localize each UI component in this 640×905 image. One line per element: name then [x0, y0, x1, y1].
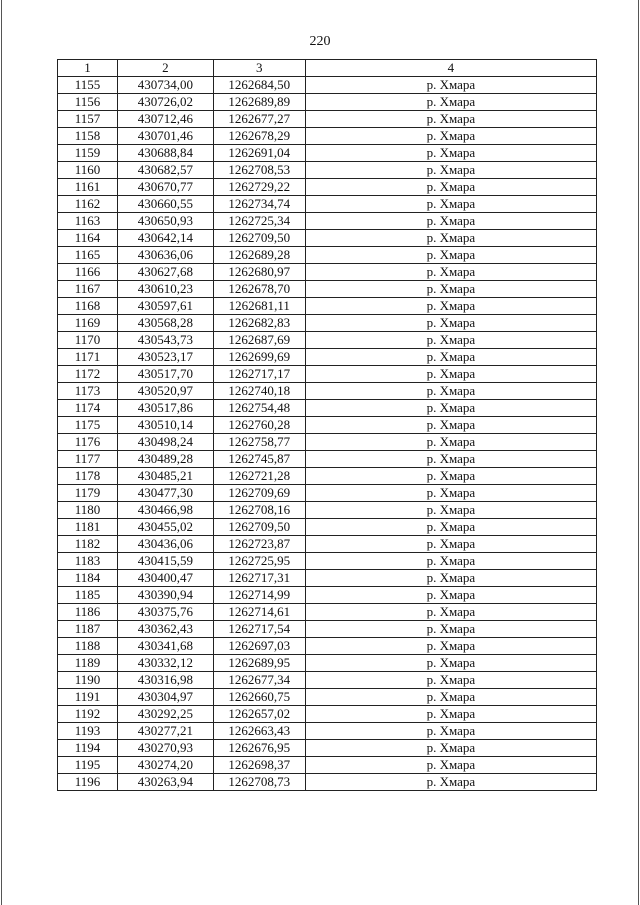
table-row: [58, 417, 597, 434]
cell-description: р. Хмара: [305, 417, 596, 434]
cell-description: р. Хмара: [305, 332, 596, 349]
cell-x-coordinate: 430650,93: [117, 213, 213, 230]
table-row: [58, 621, 597, 638]
table-row: [58, 247, 597, 264]
table-row: [58, 757, 597, 774]
cell-y-coordinate: 1262689,28: [213, 247, 305, 264]
cell-point-number: 1158: [58, 128, 118, 145]
cell-point-number: 1176: [58, 434, 118, 451]
cell-y-coordinate: 1262657,02: [213, 706, 305, 723]
cell-x-coordinate: 430517,70: [117, 366, 213, 383]
cell-x-coordinate: 430436,06: [117, 536, 213, 553]
cell-description: р. Хмара: [305, 706, 596, 723]
cell-x-coordinate: 430400,47: [117, 570, 213, 587]
cell-y-coordinate: 1262678,70: [213, 281, 305, 298]
cell-x-coordinate: 430610,23: [117, 281, 213, 298]
cell-y-coordinate: 1262754,48: [213, 400, 305, 417]
cell-description: р. Хмара: [305, 162, 596, 179]
table-row: [58, 672, 597, 689]
table-row: [58, 264, 597, 281]
table-row: [58, 162, 597, 179]
table-row: [58, 128, 597, 145]
cell-point-number: 1190: [58, 672, 118, 689]
cell-x-coordinate: 430466,98: [117, 502, 213, 519]
cell-y-coordinate: 1262691,04: [213, 145, 305, 162]
cell-point-number: 1195: [58, 757, 118, 774]
cell-point-number: 1193: [58, 723, 118, 740]
cell-y-coordinate: 1262734,74: [213, 196, 305, 213]
cell-description: р. Хмара: [305, 553, 596, 570]
table-row: [58, 230, 597, 247]
table-row: [58, 638, 597, 655]
table-row: [58, 366, 597, 383]
cell-y-coordinate: 1262681,11: [213, 298, 305, 315]
cell-x-coordinate: 430304,97: [117, 689, 213, 706]
cell-description: р. Хмара: [305, 672, 596, 689]
cell-point-number: 1173: [58, 383, 118, 400]
cell-y-coordinate: 1262677,34: [213, 672, 305, 689]
cell-x-coordinate: 430688,84: [117, 145, 213, 162]
cell-point-number: 1172: [58, 366, 118, 383]
table-row: [58, 77, 597, 94]
table-header: [58, 60, 597, 77]
cell-point-number: 1186: [58, 604, 118, 621]
table-row: [58, 196, 597, 213]
header-row: [58, 60, 597, 77]
cell-y-coordinate: 1262663,43: [213, 723, 305, 740]
cell-point-number: 1160: [58, 162, 118, 179]
cell-y-coordinate: 1262660,75: [213, 689, 305, 706]
cell-x-coordinate: 430455,02: [117, 519, 213, 536]
table-row: [58, 468, 597, 485]
table-row: [58, 213, 597, 230]
cell-y-coordinate: 1262709,50: [213, 230, 305, 247]
table-row: [58, 281, 597, 298]
cell-point-number: 1156: [58, 94, 118, 111]
cell-y-coordinate: 1262698,37: [213, 757, 305, 774]
cell-y-coordinate: 1262717,31: [213, 570, 305, 587]
cell-y-coordinate: 1262682,83: [213, 315, 305, 332]
cell-y-coordinate: 1262708,53: [213, 162, 305, 179]
page-edge-left: [1, 0, 2, 905]
cell-point-number: 1183: [58, 553, 118, 570]
cell-description: р. Хмара: [305, 638, 596, 655]
cell-y-coordinate: 1262687,69: [213, 332, 305, 349]
cell-x-coordinate: 430270,93: [117, 740, 213, 757]
cell-point-number: 1187: [58, 621, 118, 638]
cell-description: р. Хмара: [305, 468, 596, 485]
cell-point-number: 1179: [58, 485, 118, 502]
cell-x-coordinate: 430660,55: [117, 196, 213, 213]
cell-description: р. Хмара: [305, 740, 596, 757]
cell-x-coordinate: 430390,94: [117, 587, 213, 604]
table-row: [58, 774, 597, 791]
cell-point-number: 1167: [58, 281, 118, 298]
cell-x-coordinate: 430726,02: [117, 94, 213, 111]
cell-y-coordinate: 1262714,99: [213, 587, 305, 604]
table-row: [58, 179, 597, 196]
cell-x-coordinate: 430682,57: [117, 162, 213, 179]
cell-description: р. Хмара: [305, 434, 596, 451]
cell-description: р. Хмара: [305, 281, 596, 298]
cell-description: р. Хмара: [305, 264, 596, 281]
cell-point-number: 1174: [58, 400, 118, 417]
cell-y-coordinate: 1262725,34: [213, 213, 305, 230]
page-number: 220: [309, 34, 331, 49]
table-row: [58, 383, 597, 400]
cell-description: р. Хмара: [305, 774, 596, 791]
coordinates-table: [57, 59, 597, 791]
cell-point-number: 1184: [58, 570, 118, 587]
cell-x-coordinate: 430523,17: [117, 349, 213, 366]
cell-y-coordinate: 1262758,77: [213, 434, 305, 451]
table-row: [58, 519, 597, 536]
cell-point-number: 1168: [58, 298, 118, 315]
cell-description: р. Хмара: [305, 570, 596, 587]
cell-x-coordinate: 430498,24: [117, 434, 213, 451]
cell-point-number: 1196: [58, 774, 118, 791]
cell-x-coordinate: 430627,68: [117, 264, 213, 281]
cell-description: р. Хмара: [305, 349, 596, 366]
cell-y-coordinate: 1262699,69: [213, 349, 305, 366]
cell-point-number: 1165: [58, 247, 118, 264]
column-header-y: 3: [213, 60, 305, 77]
cell-x-coordinate: 430597,61: [117, 298, 213, 315]
cell-y-coordinate: 1262729,22: [213, 179, 305, 196]
cell-description: р. Хмара: [305, 230, 596, 247]
cell-x-coordinate: 430712,46: [117, 111, 213, 128]
cell-x-coordinate: 430292,25: [117, 706, 213, 723]
cell-x-coordinate: 430274,20: [117, 757, 213, 774]
column-header-point-number: 1: [58, 60, 118, 77]
table-row: [58, 332, 597, 349]
column-header-description: 4: [305, 60, 596, 77]
cell-y-coordinate: 1262714,61: [213, 604, 305, 621]
cell-x-coordinate: 430520,97: [117, 383, 213, 400]
cell-description: р. Хмара: [305, 621, 596, 638]
cell-point-number: 1159: [58, 145, 118, 162]
table-body: [58, 77, 597, 791]
cell-point-number: 1166: [58, 264, 118, 281]
table-row: [58, 315, 597, 332]
cell-description: р. Хмара: [305, 315, 596, 332]
table-row: [58, 349, 597, 366]
cell-x-coordinate: 430734,00: [117, 77, 213, 94]
table-row: [58, 553, 597, 570]
table-row: [58, 706, 597, 723]
cell-y-coordinate: 1262745,87: [213, 451, 305, 468]
table-row: [58, 655, 597, 672]
table-row: [58, 740, 597, 757]
cell-point-number: 1182: [58, 536, 118, 553]
cell-x-coordinate: 430477,30: [117, 485, 213, 502]
cell-description: р. Хмара: [305, 196, 596, 213]
cell-x-coordinate: 430341,68: [117, 638, 213, 655]
cell-point-number: 1170: [58, 332, 118, 349]
table-row: [58, 298, 597, 315]
cell-point-number: 1155: [58, 77, 118, 94]
table-row: [58, 94, 597, 111]
cell-x-coordinate: 430263,94: [117, 774, 213, 791]
cell-point-number: 1189: [58, 655, 118, 672]
cell-point-number: 1188: [58, 638, 118, 655]
cell-description: р. Хмара: [305, 383, 596, 400]
cell-description: р. Хмара: [305, 689, 596, 706]
cell-x-coordinate: 430642,14: [117, 230, 213, 247]
cell-point-number: 1194: [58, 740, 118, 757]
cell-y-coordinate: 1262709,69: [213, 485, 305, 502]
table-row: [58, 723, 597, 740]
cell-description: р. Хмара: [305, 451, 596, 468]
cell-x-coordinate: 430415,59: [117, 553, 213, 570]
cell-point-number: 1175: [58, 417, 118, 434]
cell-x-coordinate: 430543,73: [117, 332, 213, 349]
cell-y-coordinate: 1262708,16: [213, 502, 305, 519]
cell-y-coordinate: 1262680,97: [213, 264, 305, 281]
page-edge-right: [638, 0, 639, 905]
table-row: [58, 485, 597, 502]
table-row: [58, 536, 597, 553]
cell-description: р. Хмара: [305, 604, 596, 621]
cell-description: р. Хмара: [305, 723, 596, 740]
cell-y-coordinate: 1262676,95: [213, 740, 305, 757]
table-row: [58, 451, 597, 468]
column-header-x: 2: [117, 60, 213, 77]
cell-point-number: 1161: [58, 179, 118, 196]
table-row: [58, 587, 597, 604]
cell-description: р. Хмара: [305, 502, 596, 519]
cell-description: р. Хмара: [305, 587, 596, 604]
table-row: [58, 145, 597, 162]
cell-x-coordinate: 430670,77: [117, 179, 213, 196]
cell-point-number: 1191: [58, 689, 118, 706]
cell-y-coordinate: 1262723,87: [213, 536, 305, 553]
cell-x-coordinate: 430517,86: [117, 400, 213, 417]
cell-point-number: 1164: [58, 230, 118, 247]
cell-point-number: 1178: [58, 468, 118, 485]
cell-description: р. Хмара: [305, 179, 596, 196]
cell-y-coordinate: 1262740,18: [213, 383, 305, 400]
cell-y-coordinate: 1262760,28: [213, 417, 305, 434]
cell-y-coordinate: 1262684,50: [213, 77, 305, 94]
cell-y-coordinate: 1262689,89: [213, 94, 305, 111]
cell-y-coordinate: 1262689,95: [213, 655, 305, 672]
cell-x-coordinate: 430316,98: [117, 672, 213, 689]
cell-x-coordinate: 430510,14: [117, 417, 213, 434]
cell-point-number: 1180: [58, 502, 118, 519]
cell-x-coordinate: 430485,21: [117, 468, 213, 485]
cell-description: р. Хмара: [305, 655, 596, 672]
cell-description: р. Хмара: [305, 298, 596, 315]
table-row: [58, 570, 597, 587]
cell-y-coordinate: 1262678,29: [213, 128, 305, 145]
cell-point-number: 1169: [58, 315, 118, 332]
table-row: [58, 689, 597, 706]
cell-y-coordinate: 1262725,95: [213, 553, 305, 570]
cell-point-number: 1171: [58, 349, 118, 366]
cell-description: р. Хмара: [305, 366, 596, 383]
cell-description: р. Хмара: [305, 213, 596, 230]
cell-point-number: 1177: [58, 451, 118, 468]
cell-description: р. Хмара: [305, 757, 596, 774]
cell-description: р. Хмара: [305, 128, 596, 145]
cell-point-number: 1157: [58, 111, 118, 128]
cell-x-coordinate: 430489,28: [117, 451, 213, 468]
cell-x-coordinate: 430568,28: [117, 315, 213, 332]
cell-x-coordinate: 430375,76: [117, 604, 213, 621]
cell-description: р. Хмара: [305, 485, 596, 502]
cell-y-coordinate: 1262709,50: [213, 519, 305, 536]
cell-description: р. Хмара: [305, 77, 596, 94]
cell-x-coordinate: 430332,12: [117, 655, 213, 672]
cell-x-coordinate: 430701,46: [117, 128, 213, 145]
cell-y-coordinate: 1262708,73: [213, 774, 305, 791]
cell-point-number: 1181: [58, 519, 118, 536]
cell-x-coordinate: 430277,21: [117, 723, 213, 740]
table-row: [58, 604, 597, 621]
table-row: [58, 111, 597, 128]
cell-y-coordinate: 1262697,03: [213, 638, 305, 655]
cell-description: р. Хмара: [305, 400, 596, 417]
cell-y-coordinate: 1262721,28: [213, 468, 305, 485]
table-row: [58, 400, 597, 417]
cell-point-number: 1192: [58, 706, 118, 723]
cell-y-coordinate: 1262717,54: [213, 621, 305, 638]
cell-point-number: 1185: [58, 587, 118, 604]
cell-y-coordinate: 1262717,17: [213, 366, 305, 383]
cell-description: р. Хмара: [305, 519, 596, 536]
cell-description: р. Хмара: [305, 111, 596, 128]
cell-x-coordinate: 430636,06: [117, 247, 213, 264]
cell-description: р. Хмара: [305, 536, 596, 553]
cell-point-number: 1162: [58, 196, 118, 213]
table-row: [58, 434, 597, 451]
cell-x-coordinate: 430362,43: [117, 621, 213, 638]
cell-y-coordinate: 1262677,27: [213, 111, 305, 128]
table-row: [58, 502, 597, 519]
cell-description: р. Хмара: [305, 247, 596, 264]
cell-point-number: 1163: [58, 213, 118, 230]
cell-description: р. Хмара: [305, 94, 596, 111]
cell-description: р. Хмара: [305, 145, 596, 162]
